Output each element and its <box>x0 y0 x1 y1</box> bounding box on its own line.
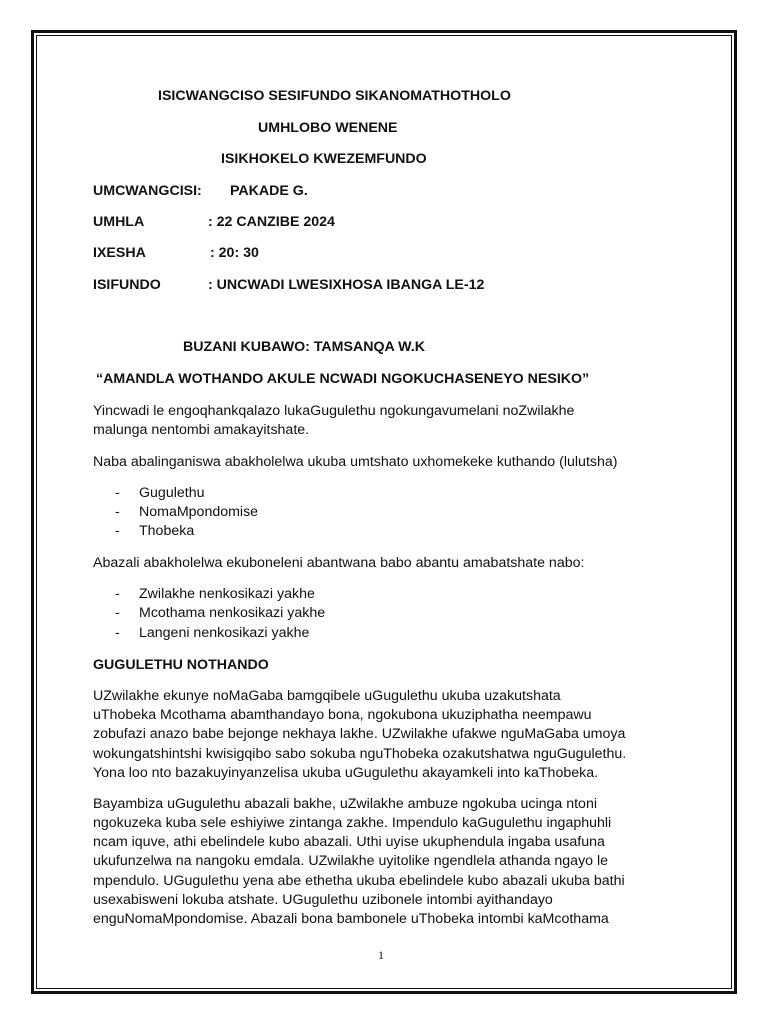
list-bullet: - <box>115 504 120 520</box>
meta-date-value: : 22 CANZIBE 2024 <box>208 214 335 230</box>
meta-planner-label: UMCWANGCISI: <box>93 183 202 199</box>
paragraph-line: Yona loo nto bazakuyinyanzelisa ukuba uGugulethu akayamkeli into kaThobeka. <box>93 765 599 781</box>
paragraph-line: ncam iquve, athi ebelindele kubo abazali. Uthi uyise ukuphendula ingaba usafuna <box>93 834 605 850</box>
list-bullet: - <box>115 586 120 602</box>
intro-line-2: malunga nentombi amakayitshate. <box>93 422 310 438</box>
section-heading: GUGULETHU NOTHANDO <box>93 657 269 673</box>
paragraph-line: wokungatshintshi kwisigqibo sabo sokuba nguThobeka ozakutshatwa nguGugulethu. <box>93 746 627 762</box>
document-subtitle: UMHLOBO WENENE <box>258 120 398 136</box>
paragraph-line: uThobeka Mcothama abamthandayo bona, ngokubona ukuziphatha neempawu <box>93 707 592 723</box>
paragraph-line: UZwilakhe ekunye noMaGaba bamgqibele uGugulethu ukuba uzakutshata <box>93 688 561 704</box>
paragraph-line: enguNomaMpondomise. Abazali bona bambonele uThobeka intombi kaMcothama <box>93 911 609 927</box>
list-bullet: - <box>115 485 120 501</box>
list-item: Mcothama nenkosikazi yakhe <box>139 605 326 621</box>
paragraph-line: ukufunzelwa na nangoku emdala. UZwilakhe uyitolike ngendlela athanda ngayo le <box>93 853 609 869</box>
list-bullet: - <box>115 605 120 621</box>
meta-date-label: UMHLA <box>93 214 145 230</box>
paragraph-parents: Abazali abakholelwa ekuboneleni abantwana babo abantu amabatshate nabo: <box>93 555 585 571</box>
paragraph-characters: Naba abalinganiswa abakholelwa ukuba umtshato uxhomekeke kuthando (lulutsha) <box>93 454 618 470</box>
list-item: Zwilakhe nenkosikazi yakhe <box>139 586 315 602</box>
list-item: Gugulethu <box>139 485 205 501</box>
list-item: NomaMpondomise <box>139 504 259 520</box>
paragraph-line: ngokuzeka kuba sele eshiyiwe zintanga zakhe. Impendulo kaGugulethu ingaphuhli <box>93 815 612 831</box>
meta-planner-value: PAKADE G. <box>230 183 308 199</box>
paragraph-line: Bayambiza uGugulethu abazali bakhe, uZwilakhe ambuze ngokuba ucinga ntoni <box>93 796 597 812</box>
meta-subject-value: : UNCWADI LWESIXHOSA IBANGA LE-12 <box>208 277 485 293</box>
book-quote-title: “AMANDLA WOTHANDO AKULE NCWADI NGOKUCHASENEYO NESIKO” <box>96 371 590 387</box>
intro-line-1: Yincwadi le engoqhankqalazo lukaGugulethu ngokungavumelani noZwilakhe <box>93 403 575 419</box>
list-item: Thobeka <box>139 523 195 539</box>
document-title: ISICWANGCISO SESIFUNDO SIKANOMATHOTHOLO <box>158 88 511 104</box>
paragraph-line: zobufazi anazo babe bejonge nekhaya lakhe. UZwilakhe ufakwe nguMaGaba umoya <box>93 726 626 742</box>
list-bullet: - <box>115 523 120 539</box>
document-subtitle-2: ISIKHOKELO KWEZEMFUNDO <box>221 151 427 167</box>
list-bullet: - <box>115 625 120 641</box>
meta-time-label: IXESHA <box>93 245 146 261</box>
author-line: BUZANI KUBAWO: TAMSANQA W.K <box>183 339 425 355</box>
page-number: 1 <box>378 948 384 962</box>
list-item: Langeni nenkosikazi yakhe <box>139 625 310 641</box>
paragraph-line: mpendulo. UGugulethu yena abe ethetha ukuba ebelindele kubo abazali ukuba bathi <box>93 873 625 889</box>
paragraph-line: usexabisweni lokuba atshate. UGugulethu uzibonele intombi ayithandayo <box>93 892 553 908</box>
meta-time-value: : 20: 30 <box>210 245 259 261</box>
meta-subject-label: ISIFUNDO <box>93 277 161 293</box>
